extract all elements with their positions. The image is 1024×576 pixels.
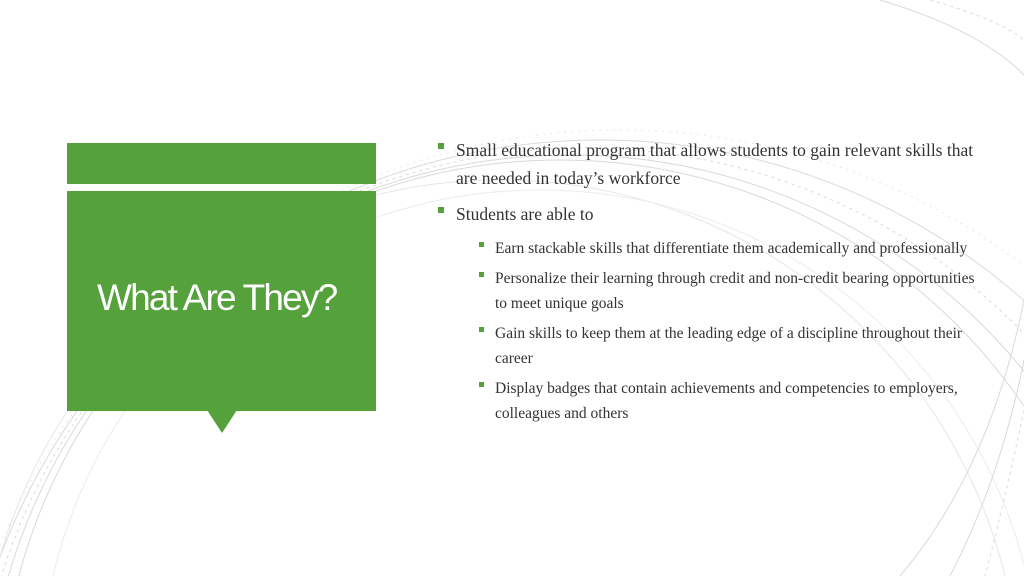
sub-bullet-text: Earn stackable skills that differentiate them academically and professionally [495,240,968,257]
square-bullet-icon [479,272,484,277]
sub-bullet-text: Gain skills to keep them at the leading edge of a discipline throughout their career [495,325,963,367]
square-bullet-icon [479,382,484,387]
square-bullet-icon [438,207,444,213]
slide-title: What Are They? [97,277,337,318]
sub-bullet-item [437,376,977,426]
square-bullet-icon [479,242,484,247]
square-bullet-icon [438,143,444,149]
accent-bar [67,143,376,184]
bullet-text: Small educational program that allows students to gain relevant skills that are needed in today’s workforce [456,140,974,188]
square-bullet-icon [479,327,484,332]
sub-bullet-text: Personalize their learning through credit and non-credit bearing opportunities to meet unique goals [495,270,975,312]
sub-bullet-item [437,321,977,371]
bullet-item [437,200,977,228]
title-panel-pointer [207,410,237,433]
bullet-list [437,136,977,431]
sub-bullet-item [437,236,977,261]
sub-bullet-item [437,266,977,316]
bullet-item [437,136,977,192]
bullet-text: Students are able to [456,204,594,224]
sub-bullet-text: Display badges that contain achievements and competencies to employers, colleagues and others [495,380,958,422]
